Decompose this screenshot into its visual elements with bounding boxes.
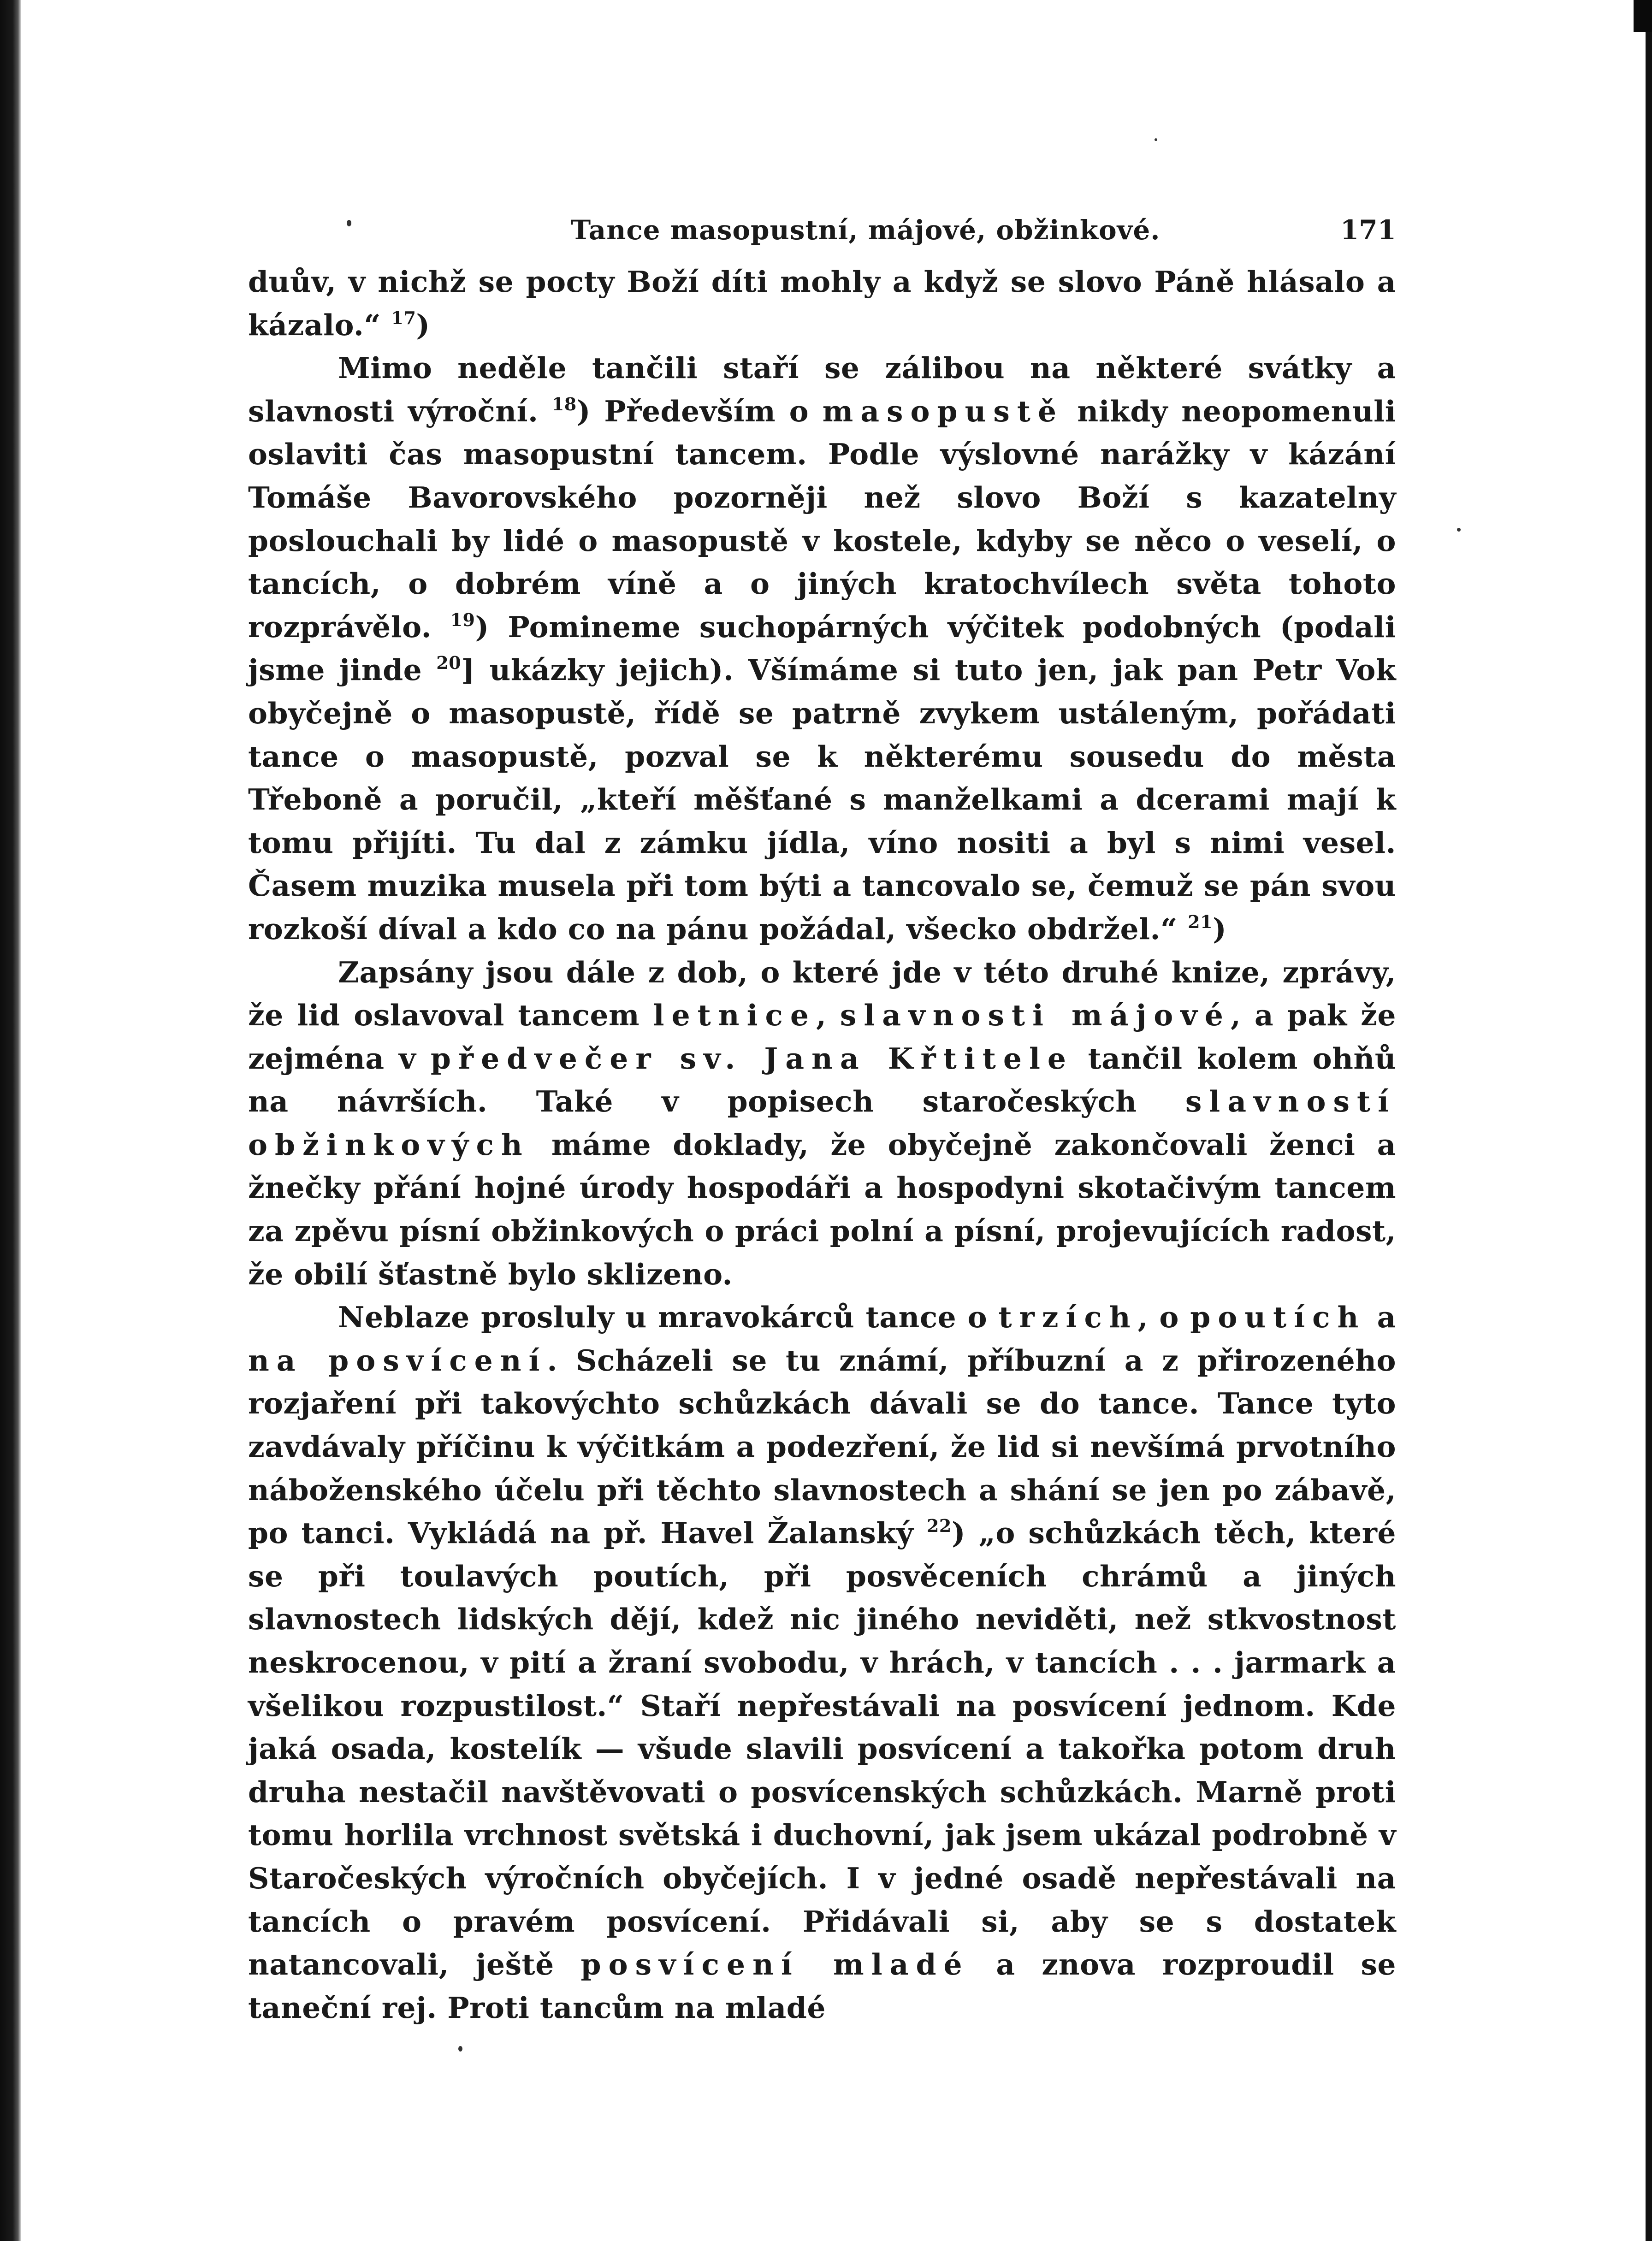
- emphasized-term: poutích: [1190, 1300, 1366, 1335]
- text-run: tančil kolem ohňů na návrších. Také v popisech staročeských: [248, 1041, 1397, 1119]
- footnote-ref: 18: [551, 393, 577, 414]
- emphasized-term: posvícení mladé: [580, 1947, 970, 1982]
- emphasized-term: slavností obžinkových: [248, 1084, 1396, 1162]
- footnote-ref: 17: [391, 307, 416, 328]
- text-run: nikdy neopomenuli oslaviti čas masopustní tancem. Podle výslovné narážky v kázání Tomáše Bavorovského pozorněji než slovo Boží s kazatelny poslouchali by lidé o masopustě v kostele, kdyby se něco o veselí, o tancích, o dobrém víně a o jiných kratochvílech světa tohoto rozprávělo.: [248, 394, 1396, 644]
- running-title: Tance masopustní, májové, obžinkové.: [571, 214, 1161, 246]
- paragraph: [248, 347, 1396, 951]
- running-head: [248, 210, 1396, 260]
- text-run: máme doklady, že obyčejně zakončovali ženci a žnečky přání hojné úrody hospodáři a hospodyni skotačivým tancem za zpěvu písní obžinkových o práci polní a písní, projevujících radost, že obilí šťastně bylo sklizeno.: [248, 1127, 1396, 1291]
- scan-border-left: [0, 0, 21, 2241]
- footnote-ref: 21: [1188, 911, 1213, 932]
- emphasized-term: na posvícení: [248, 1343, 547, 1378]
- page-number: 171: [1340, 214, 1396, 246]
- text-run: ): [1213, 911, 1227, 946]
- text-run: Mimo neděle tančili staří se zálibou na některé svátky a slavnosti výroční.: [248, 351, 1396, 428]
- paragraph: [248, 260, 1396, 347]
- emphasized-term: masopustě: [822, 394, 1064, 428]
- text-run: ): [416, 307, 430, 342]
- text-run: ) „o schůzkách těch, které se při toulavých poutích, při posvěceních chrámů a jiných slavnostech lidských dějí, kdež nic jiného neviděti, než stkvostnost neskrocenou, v pití a žraní svobodu, v hrách, v tancích . . . jarmark a všelikou rozpustilost.“ Staří nepřestávali na posvícení jednom. Kde jaká osada, kostelík — všude slavili posvícení a takořka potom druh druha nestačil navštěvovati o posvícenských schůzkách. Marně proti tomu horlila vrchnost světská i duchovní, jak jsem ukázal podrobně v Staročeských výročních obyčejích. I v jedné osadě nepřestávali na tancích o pravém posvícení. Přidávali si, aby se s dostatek natancovali, ještě: [248, 1516, 1396, 1982]
- book-page: [248, 210, 1396, 2029]
- emphasized-term: trzích: [998, 1300, 1138, 1335]
- text-run: , a pak že zejména v: [248, 998, 1396, 1076]
- text-run: a: [1366, 1300, 1396, 1335]
- text-run: , o: [1137, 1300, 1190, 1335]
- emphasized-term: předvečer sv. Jana Křtitele: [430, 1041, 1073, 1076]
- paragraph: [248, 951, 1396, 1296]
- text-run: ] ukázky jejich). Všímáme si tuto jen, jak pan Petr Vok obyčejně o masopustě, řídě se patrně zvykem ustáleným, pořádati tance o masopustě, pozval se k některému sousedu do města Třeboně a poručil, „kteří měšťané s manželkami a dcerami mají k tomu přijíti. Tu dal z zámku jídla, víno nositi a byl s nimi vesel. Časem muzika musela při tom býti a tancovalo se, čemuž se pán svou rozkoší díval a kdo co na pánu požádal, všecko obdržel.“: [248, 653, 1396, 946]
- text-run: a znova rozproudil se taneční rej. Proti tancům na mladé: [248, 1947, 1397, 2025]
- text-run: Zapsány jsou dále z dob, o které jde v této druhé knize, zprávy, že lid oslavoval tancem: [248, 955, 1396, 1033]
- text-run: Neblaze prosluly u mravokárců tance o: [338, 1300, 999, 1335]
- text-run: ) Pomineme suchopárných výčitek podobných (podali jsme jinde: [248, 609, 1396, 687]
- text-run: duův, v nichž se pocty Boží díti mohly a když se slovo Páně hlásalo a kázalo.“: [248, 265, 1396, 342]
- paragraph: [248, 1296, 1396, 2029]
- scan-corner-top-right: [1634, 0, 1652, 32]
- footnote-ref: 19: [450, 609, 475, 630]
- emphasized-term: slavnosti májové: [840, 998, 1231, 1033]
- scan-border-right: [1646, 0, 1652, 2241]
- text-run: ,: [816, 998, 840, 1033]
- scan-speck: [1155, 138, 1157, 141]
- text-run: ) Především o: [576, 394, 823, 428]
- text-run: . Scházeli se tu známí, příbuzní a z přirozeného rozjaření při takovýchto schůzkách dávali se do tance. Tance tyto zavdávaly příčinu k výčitkám a podezření, že lid si nevšímá prvotního náboženského účelu při těchto slavnostech a shání se jen po zábavě, po tanci. Vykládá na př. Havel Žalanský: [248, 1343, 1396, 1550]
- footnote-ref: 22: [926, 1515, 952, 1537]
- emphasized-term: letnice: [653, 998, 816, 1033]
- scan-speck: [1457, 528, 1461, 532]
- footnote-ref: 20: [436, 652, 462, 674]
- body-text: [248, 260, 1396, 2029]
- scan-speck: [458, 2046, 462, 2052]
